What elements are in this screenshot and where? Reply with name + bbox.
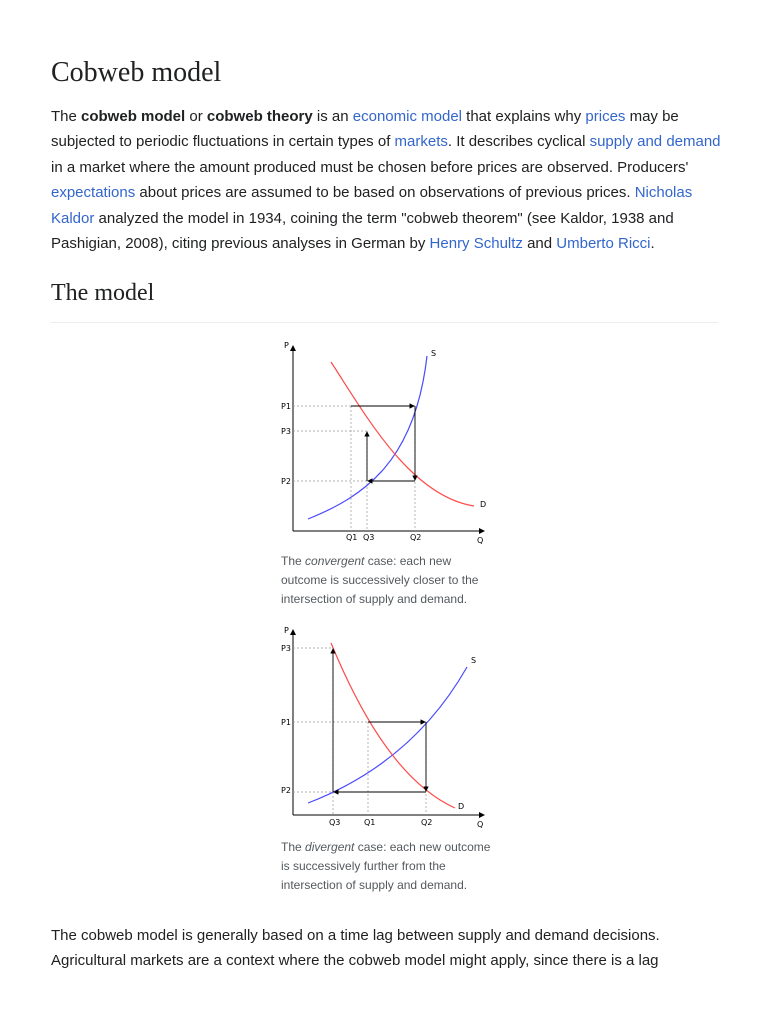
axis-label-p: P	[284, 626, 289, 635]
intro-text: or	[185, 108, 207, 125]
caption-text: The	[281, 554, 306, 568]
guide-lines	[293, 406, 415, 531]
guide-lines	[293, 648, 426, 815]
figure-convergent[interactable]	[270, 336, 490, 548]
intro-text: and	[522, 235, 557, 253]
tick-label-q2: Q2	[421, 818, 433, 827]
tick-label-q3: Q3	[329, 818, 341, 827]
tick-label-p1: P1	[281, 718, 291, 727]
link-economic-model[interactable]: economic model	[352, 108, 462, 125]
axis-label-p: P	[284, 341, 289, 350]
link-supply-and-demand[interactable]: supply and demand	[589, 133, 721, 151]
intro-text: about prices are assumed to be based on observations of previous prices.	[135, 184, 635, 202]
tick-label-q1: Q1	[364, 818, 376, 827]
tick-label-p2: P2	[281, 786, 291, 795]
divergent-diagram	[270, 621, 490, 833]
axis-label-q: Q	[477, 536, 484, 545]
figure-divergent[interactable]	[270, 621, 490, 833]
link-umberto-ricci[interactable]: Umberto Ricci	[556, 235, 651, 253]
curve-label-s: S	[431, 349, 437, 358]
intro-text: may be subjected to periodic fluctuations in certain types of	[51, 108, 679, 151]
demand-curve	[331, 362, 474, 506]
intro-text: .	[650, 235, 655, 253]
bold-term-cobweb-model: cobweb model	[81, 108, 186, 125]
caption-text: The	[281, 840, 306, 854]
convergent-diagram	[270, 336, 490, 548]
tick-label-p1: P1	[281, 402, 291, 411]
intro-text: . It describes cyclical	[447, 133, 590, 151]
link-expectations[interactable]: expectations	[51, 184, 136, 202]
supply-curve	[308, 356, 427, 519]
link-henry-schultz[interactable]: Henry Schultz	[429, 235, 523, 253]
caption-emphasis: convergent	[305, 554, 365, 568]
figure-caption-divergent	[281, 838, 491, 895]
intro-text: that explains why	[462, 108, 586, 125]
curve-label-d: D	[480, 500, 487, 509]
link-prices[interactable]: prices	[585, 108, 626, 125]
tick-label-p3: P3	[281, 644, 291, 653]
caption-text: case: each new outcome is successively closer to the intersection of supply and demand.	[281, 554, 479, 606]
tick-label-q1: Q1	[346, 533, 358, 542]
tick-label-q3: Q3	[363, 533, 375, 542]
curve-label-d: D	[458, 802, 465, 811]
caption-emphasis: divergent	[305, 840, 355, 854]
tick-label-p3: P3	[281, 427, 291, 436]
caption-text: case: each new outcome is successively further from the intersection of supply and demand.	[281, 840, 491, 892]
supply-curve	[308, 667, 467, 803]
tick-label-p2: P2	[281, 477, 291, 486]
cobweb-path	[333, 649, 426, 792]
intro-paragraph	[51, 104, 731, 256]
intro-text: analyzed the model in 1934, coining the term "cobweb theorem" (see Kaldor, 1938 and Pashigian, 2008), citing previous analyses in German by	[51, 209, 674, 253]
bold-term-cobweb-theory: cobweb theory	[206, 108, 313, 125]
axis-label-q: Q	[477, 820, 484, 829]
section-heading: The model	[51, 280, 155, 306]
intro-text: in a market where the amount produced must be chosen before prices are observed. Producers'	[51, 158, 689, 176]
link-markets[interactable]: markets	[394, 133, 448, 151]
curve-label-s: S	[471, 656, 477, 665]
tick-label-q2: Q2	[410, 533, 422, 542]
figure-caption-convergent	[281, 552, 491, 609]
section-divider	[51, 322, 718, 323]
intro-text: The	[51, 108, 82, 125]
body-paragraph: The cobweb model is generally based on a time lag between supply and demand decisions. Agricultural markets are a context where the cobweb model might apply, since there is a lag	[51, 927, 660, 970]
page-title: Cobweb model	[51, 57, 222, 88]
intro-text: is an	[312, 108, 353, 125]
link-nicholas-kaldor[interactable]: Nicholas Kaldor	[51, 184, 693, 227]
